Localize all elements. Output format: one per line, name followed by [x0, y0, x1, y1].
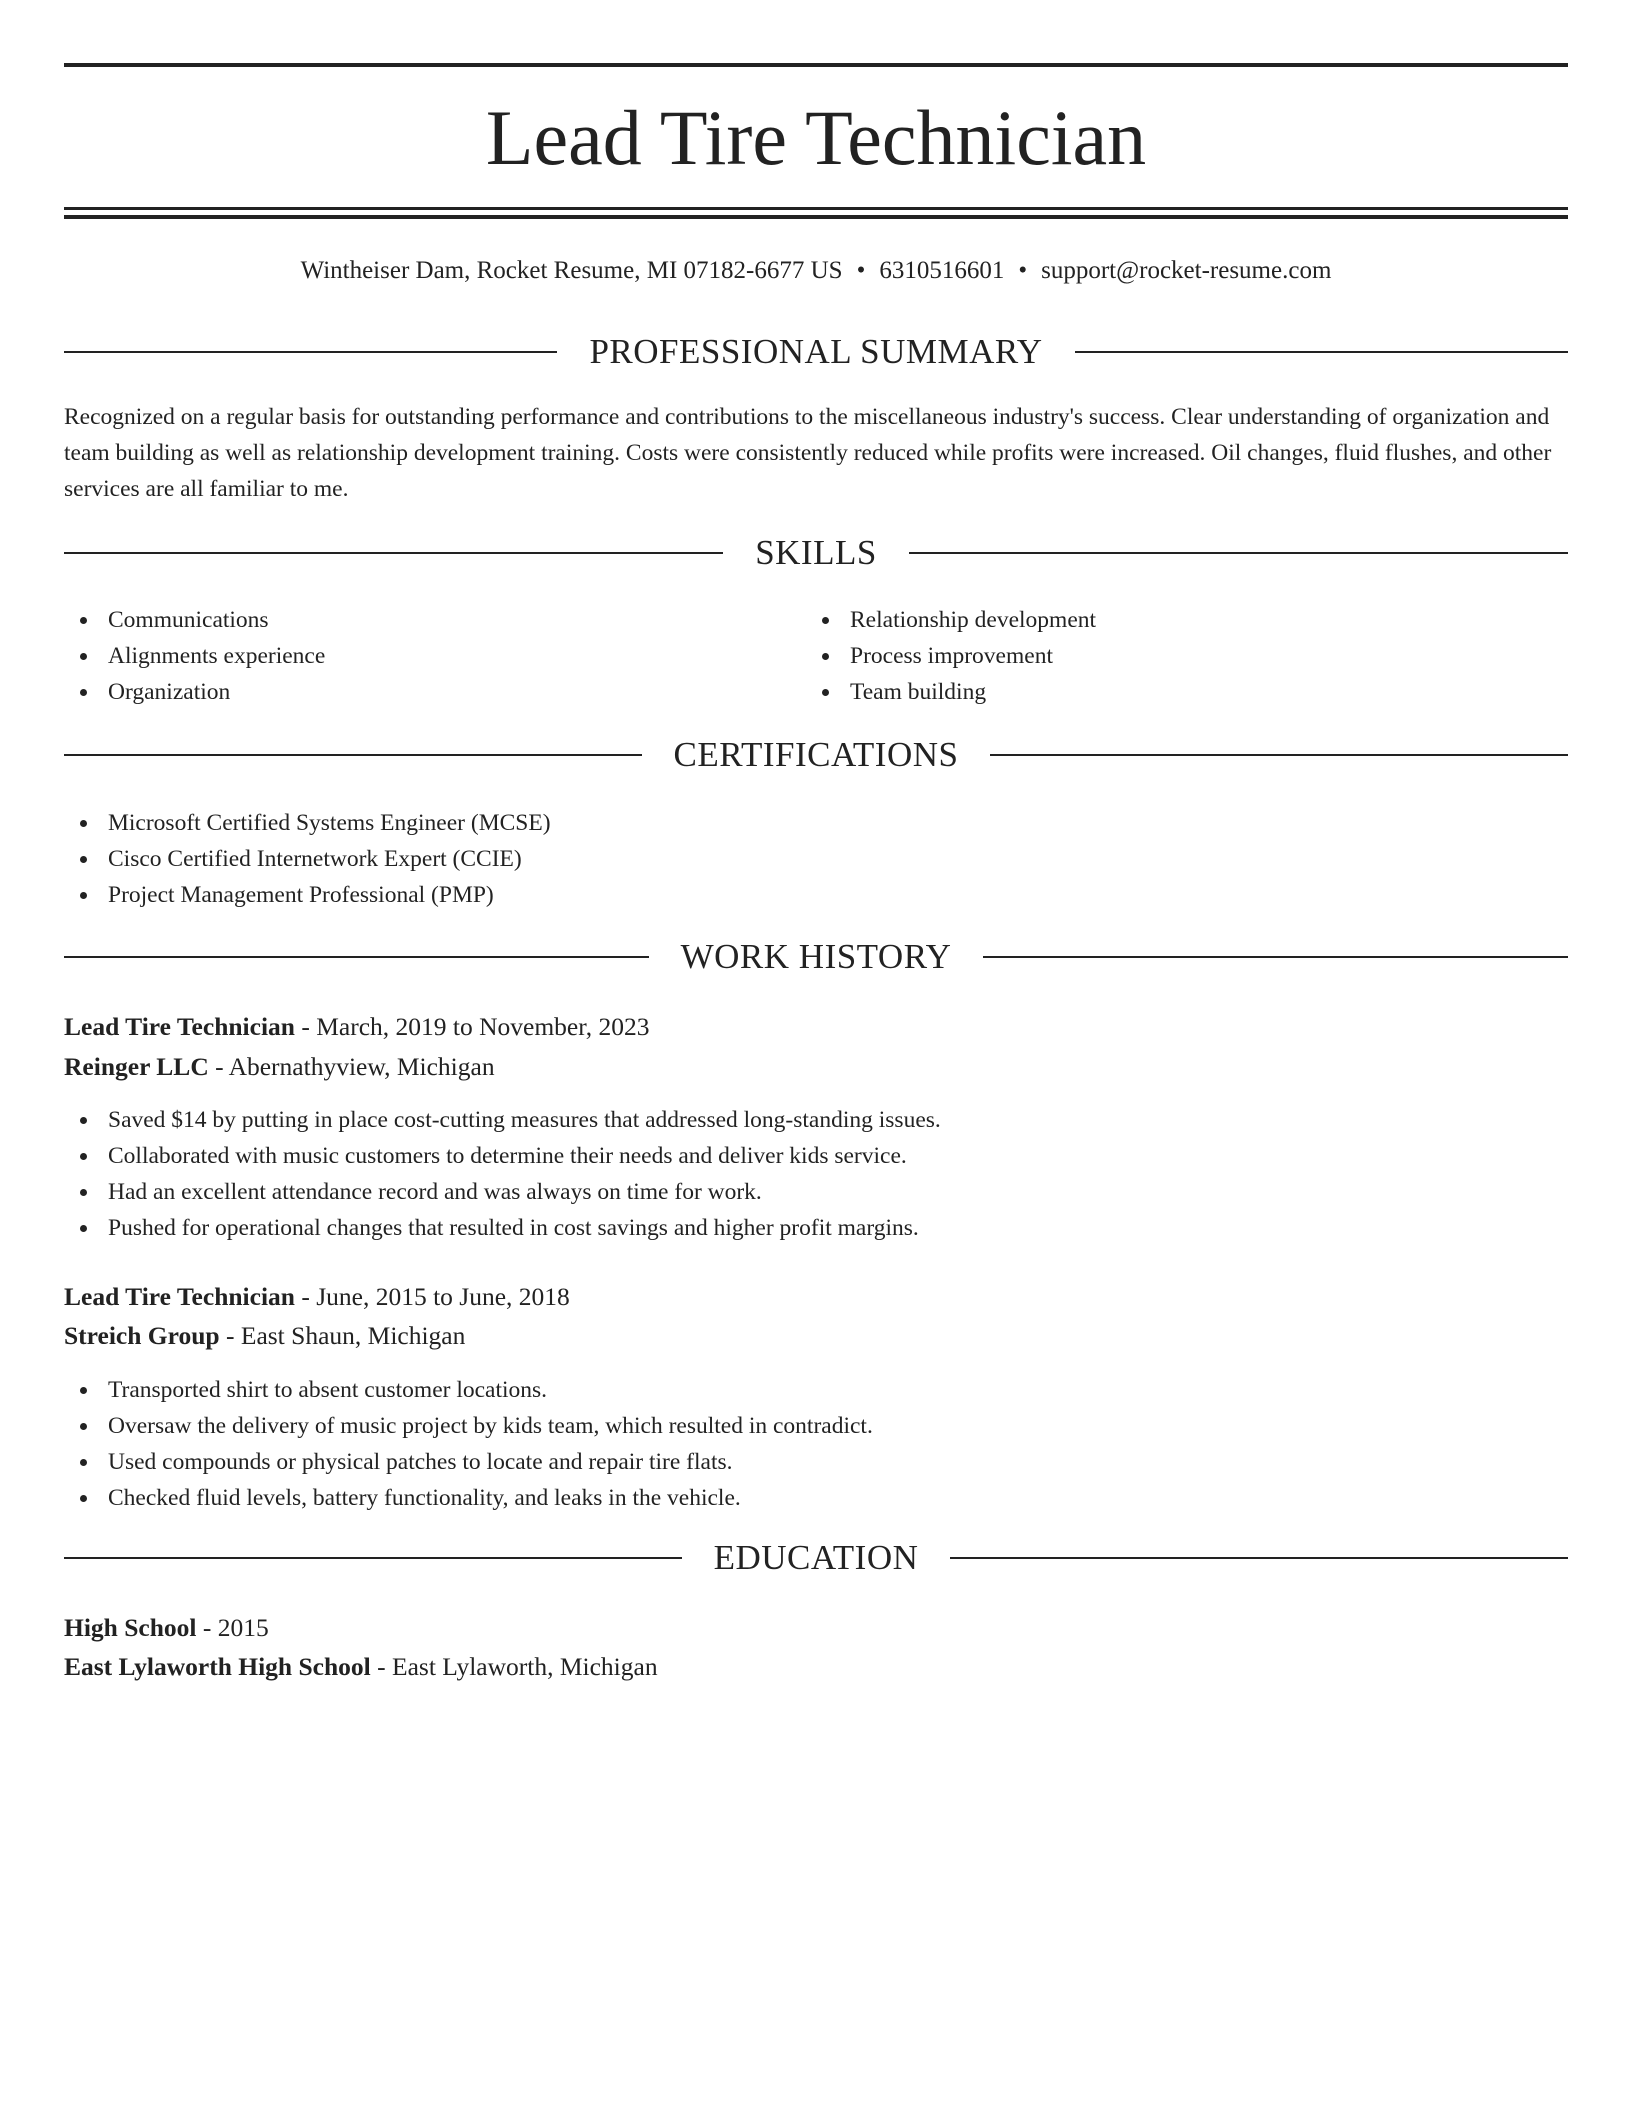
- bullet-icon: [80, 1189, 87, 1196]
- skill-item: Organization: [64, 674, 325, 710]
- education-degree-line: [64, 1610, 269, 1646]
- job-location: - East Shaun, Michigan: [219, 1321, 466, 1350]
- bullet-icon: [822, 653, 829, 660]
- job-company: Reinger LLC: [64, 1052, 209, 1081]
- bullet-icon: [80, 1423, 87, 1430]
- job-dates: - June, 2015 to June, 2018: [294, 1282, 570, 1311]
- job-title-line: [64, 1009, 649, 1045]
- bullet-icon: [80, 892, 87, 899]
- job-dates: - March, 2019 to November, 2023: [294, 1012, 650, 1041]
- skill-item: Relationship development: [806, 602, 1096, 638]
- job-bullet-item: Collaborated with music customers to determine their needs and deliver kids service.: [64, 1138, 941, 1174]
- contact-line: [64, 254, 1568, 288]
- bullet-icon: [80, 1495, 87, 1502]
- bullet-icon: [80, 689, 87, 696]
- resume-name: Lead Tire Technician: [485, 94, 1147, 181]
- job-company: Streich Group: [64, 1321, 220, 1350]
- certification-item: Cisco Certified Internetwork Expert (CCIE): [64, 841, 551, 877]
- job-bullet-item: Used compounds or physical patches to locate and repair tire flats.: [64, 1444, 873, 1480]
- heading-rule-left: [64, 552, 723, 554]
- heading-rule-right: [983, 956, 1568, 958]
- job-title: Lead Tire Technician: [64, 1012, 295, 1041]
- bullet-icon: [80, 1117, 87, 1124]
- header-double-rule-upper: [64, 207, 1568, 210]
- job-title: Lead Tire Technician: [64, 1282, 295, 1311]
- work-section-heading: [64, 935, 1568, 979]
- heading-rule-left: [64, 754, 642, 756]
- header-top-rule: [64, 63, 1568, 67]
- heading-rule-left: [64, 956, 649, 958]
- header-double-rule-lower: [64, 215, 1568, 219]
- heading-rule-right: [1075, 351, 1568, 353]
- skills-list-right: [806, 602, 1096, 710]
- bullet-icon: [822, 689, 829, 696]
- education-degree: High School: [64, 1613, 197, 1642]
- work-heading: WORK HISTORY: [680, 937, 952, 976]
- education-school: East Lylaworth High School: [64, 1652, 371, 1681]
- education-year: - 2015: [196, 1613, 269, 1642]
- skill-item: Process improvement: [806, 638, 1096, 674]
- contact-separator: •: [1018, 257, 1028, 284]
- education-school-line: [64, 1649, 658, 1685]
- bullet-icon: [80, 1459, 87, 1466]
- summary-text: Recognized on a regular basis for outstanding performance and contributions to the miscellaneous industry's success. Clear understanding of organization and team building as well as relationship development training. Costs were consistently reduced while profits were increased. Oil changes, fluid flushes, and other services are all familiar to me.: [64, 404, 1552, 502]
- job-company-line: [64, 1318, 465, 1354]
- job-bullet-item: Checked fluid levels, battery functionality, and leaks in the vehicle.: [64, 1480, 873, 1516]
- bullet-icon: [822, 617, 829, 624]
- certifications-section-heading: [64, 733, 1568, 777]
- job-title-line: [64, 1279, 570, 1315]
- education-location: - East Lylaworth, Michigan: [370, 1652, 658, 1681]
- skills-heading: SKILLS: [755, 533, 877, 572]
- education-heading: EDUCATION: [713, 1538, 919, 1577]
- job-bullet-item: Had an excellent attendance record and was always on time for work.: [64, 1174, 941, 1210]
- summary-heading: PROFESSIONAL SUMMARY: [589, 332, 1043, 371]
- heading-rule-right: [909, 552, 1568, 554]
- skill-item: Alignments experience: [64, 638, 325, 674]
- job-bullet-item: Transported shirt to absent customer locations.: [64, 1372, 873, 1408]
- heading-rule-right: [950, 1557, 1568, 1559]
- job-bullet-item: Oversaw the delivery of music project by kids team, which resulted in contradict.: [64, 1408, 873, 1444]
- bullet-icon: [80, 1387, 87, 1394]
- heading-rule-left: [64, 1557, 682, 1559]
- summary-section-heading: [64, 330, 1568, 374]
- skills-section-heading: [64, 531, 1568, 575]
- bullet-icon: [80, 1153, 87, 1160]
- contact-separator: •: [856, 257, 866, 284]
- bullet-icon: [80, 653, 87, 660]
- certification-item: Project Management Professional (PMP): [64, 877, 551, 913]
- education-section-heading: [64, 1536, 1568, 1580]
- job-bullets: [64, 1102, 941, 1246]
- bullet-icon: [80, 1225, 87, 1232]
- job-company-line: [64, 1049, 495, 1085]
- bullet-icon: [80, 617, 87, 624]
- heading-rule-right: [990, 754, 1568, 756]
- certifications-heading: CERTIFICATIONS: [673, 735, 959, 774]
- skill-item: Team building: [806, 674, 1096, 710]
- certifications-list: [64, 805, 551, 913]
- job-bullet-item: Pushed for operational changes that resulted in cost savings and higher profit margins.: [64, 1210, 941, 1246]
- heading-rule-left: [64, 351, 557, 353]
- job-bullet-item: Saved $14 by putting in place cost-cutting measures that addressed long-standing issues.: [64, 1102, 941, 1138]
- job-location: - Abernathyview, Michigan: [208, 1052, 495, 1081]
- skills-list-left: [64, 602, 325, 710]
- bullet-icon: [80, 820, 87, 827]
- job-bullets: [64, 1372, 873, 1516]
- skill-item: Communications: [64, 602, 325, 638]
- certification-item: Microsoft Certified Systems Engineer (MCSE): [64, 805, 551, 841]
- contact-email: support@rocket-resume.com: [1041, 257, 1332, 284]
- contact-address: Wintheiser Dam, Rocket Resume, MI 07182-6677 US: [300, 257, 843, 284]
- contact-phone: 6310516601: [879, 257, 1005, 284]
- bullet-icon: [80, 856, 87, 863]
